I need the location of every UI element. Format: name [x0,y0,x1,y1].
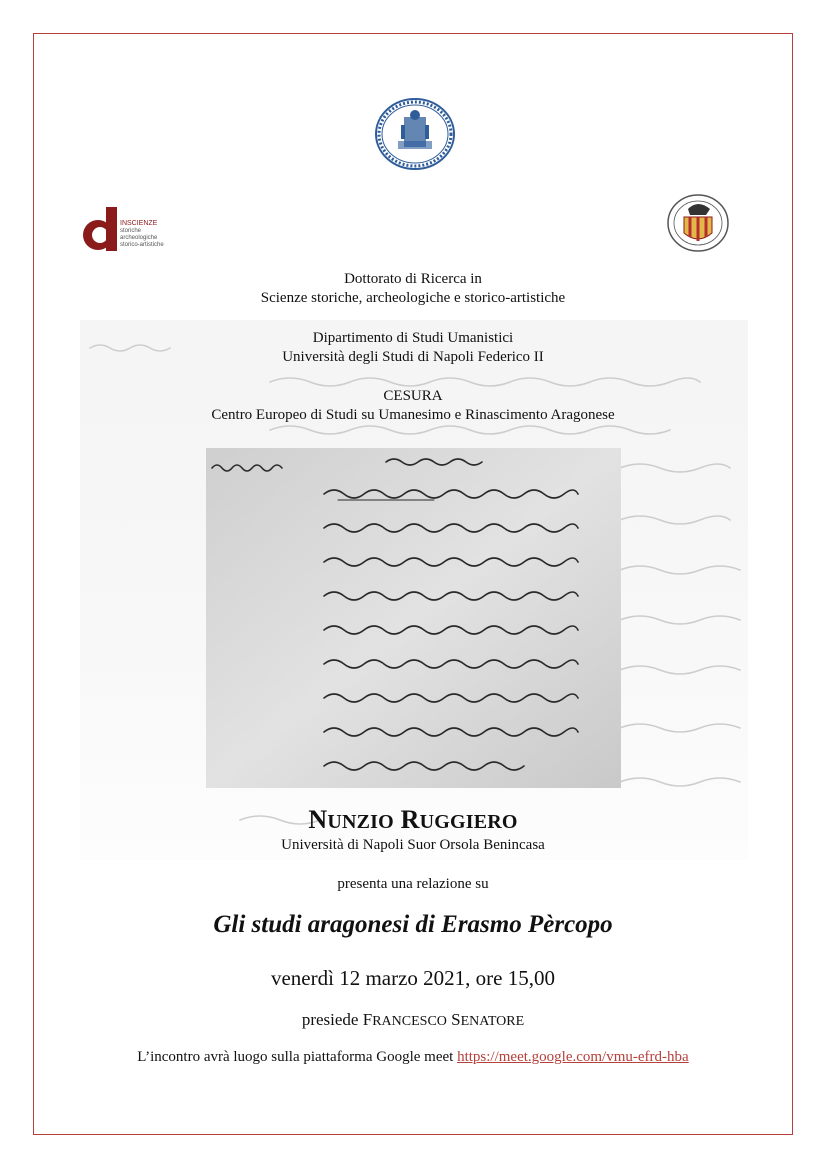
center-full-name: Centro Europeo di Studi su Umanesimo e Rinascimento Aragonese [211,407,615,423]
doctorate-line-1: Dottorato di Ricerca in [344,271,482,287]
chair-line: presiede FRANCESCO SENATORE [301,1010,525,1029]
logo-line-3: storico-artistiche [120,242,164,248]
department-line-1: Dipartimento di Studi Umanistici [312,330,514,346]
speaker-name: NUNZIO RUGGIERO [308,805,518,834]
meeting-info [33,1049,793,1066]
university-seal-icon [374,97,456,171]
event-datetime: venerdì 12 marzo 2021, ore 15,00 [270,966,555,990]
cesura-seal-icon [666,193,730,253]
talk-title: Gli studi aragonesi di Erasmo Pèrcopo [213,911,613,938]
logo-line-2: archeologiche [120,235,158,241]
meeting-link[interactable]: https://meet.google.com/vmu-efrd-hba [457,1049,689,1065]
meeting-text: L’incontro avrà luogo sulla piattaforma Google meet [137,1049,458,1065]
doctorate-line-2: Scienze storiche, archeologiche e storico-artistiche [260,290,566,306]
logo-line-1: storiche [120,228,142,234]
logo-name: INSCIENZE [120,220,158,227]
manuscript-image [206,448,621,788]
intro-text: presenta una relazione su [337,876,489,892]
center-name: CESURA [383,388,443,404]
speaker-affiliation: Università di Napoli Suor Orsola Benincasa [281,837,545,853]
department-line-2: Università degli Studi di Napoli Federico II [282,349,544,365]
